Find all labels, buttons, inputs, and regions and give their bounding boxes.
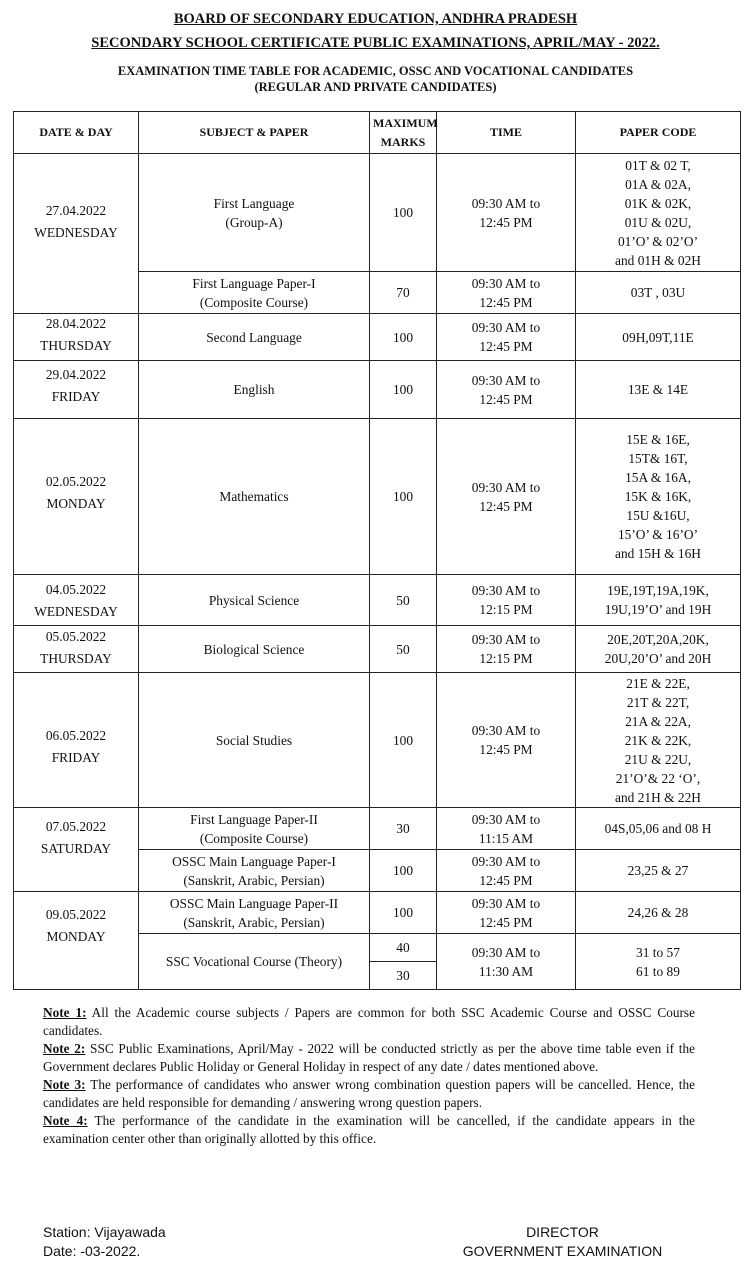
subject-line: (Group-A) (225, 214, 283, 230)
marks-value: 30 (396, 968, 410, 983)
timetable (13, 111, 741, 990)
subject-cell (139, 419, 370, 575)
paper-code-line: 01’O’ & 02’O’ (617, 233, 699, 249)
time-line: 12:45 PM (479, 339, 533, 354)
marks-value: 70 (396, 285, 410, 300)
timetable-subtitle (0, 63, 751, 95)
subject-cell (139, 850, 370, 892)
subject-line: Biological Science (203, 641, 305, 657)
exam-date: 29.04.2022 (45, 367, 107, 382)
exam-date: 05.05.2022 (45, 629, 107, 644)
paper-code-line: 31 to 57 (636, 944, 680, 960)
time-cell (437, 272, 576, 314)
paper-code-cell (576, 272, 741, 314)
exam-date: 28.04.2022 (45, 316, 107, 331)
marks-value: 50 (396, 592, 410, 608)
marks-cell (370, 419, 437, 575)
exam-day: SATURDAY (40, 841, 112, 856)
paper-code-line: 61 to 89 (636, 963, 680, 979)
time-line: 09:30 AM to (471, 723, 541, 738)
paper-code-line: 21A & 22A, (625, 713, 691, 729)
time-line: 09:30 AM to (471, 275, 541, 291)
paper-code-cell (576, 934, 741, 990)
marks-cell (370, 934, 437, 990)
subject-cell (139, 808, 370, 850)
paper-code-cell (576, 361, 741, 419)
board-title: BOARD OF SECONDARY EDUCATION, ANDHRA PRADESH (173, 11, 578, 27)
time-cell (437, 892, 576, 934)
subject-line: First Language Paper-II (190, 811, 318, 827)
header-date: DATE & DAY (14, 112, 139, 154)
subtitle-line-1: EXAMINATION TIME TABLE FOR ACADEMIC, OSSC AND VOCATIONAL CANDIDATES (117, 64, 634, 78)
paper-code-line: 19U,19’O’ and 19H (604, 602, 712, 617)
subject-cell (139, 314, 370, 361)
time-line: 09:30 AM to (471, 320, 541, 335)
paper-code-line: 15E & 16E, (626, 432, 690, 447)
date-line: Date: -03-2022. (43, 1243, 141, 1259)
note-text: All the Academic course subjects / Papers are common for both SSC Academic Course and OSSC Course candidates. (43, 1005, 696, 1038)
table-row (14, 314, 741, 361)
notes-section (43, 1004, 695, 1148)
subject-line: (Sanskrit, Arabic, Persian) (183, 872, 325, 888)
marks-cell (370, 626, 437, 673)
exam-day: MONDAY (46, 496, 106, 511)
paper-code-line: 15A & 16A, (625, 470, 691, 485)
paper-code-line: 20E,20T,20A,20K, (607, 632, 709, 647)
note-2 (43, 1040, 695, 1076)
subject-line: (Composite Course) (199, 830, 309, 846)
date-cell (14, 673, 139, 808)
paper-code-line: 13E & 14E (627, 382, 689, 397)
exam-day: FRIDAY (51, 389, 101, 404)
note-text: The performance of candidates who answer wrong combination question papers will be cancelled. Hence, the candidates are held responsible for demanding / answering wrong question papers. (43, 1077, 695, 1110)
paper-code-line: 03T , 03U (630, 285, 686, 300)
date-cell (14, 626, 139, 673)
marks-cell (370, 673, 437, 808)
time-line: 09:30 AM to (471, 632, 541, 647)
note-4 (43, 1112, 695, 1148)
subject-cell (139, 361, 370, 419)
time-line: 12:45 PM (479, 391, 533, 407)
date-cell (14, 892, 139, 990)
exam-day: WEDNESDAY (34, 604, 118, 619)
marks-value: 100 (392, 905, 414, 920)
exam-day: WEDNESDAY (34, 225, 118, 240)
table-row (14, 575, 741, 626)
time-line: 12:45 PM (479, 214, 533, 230)
paper-code-line: 24,26 & 28 (627, 905, 689, 920)
subject-line: First Language (213, 195, 295, 211)
time-line: 09:30 AM to (471, 583, 541, 598)
exam-day: THURSDAY (40, 338, 112, 353)
table-row (14, 361, 741, 419)
time-cell (437, 626, 576, 673)
paper-code-line: 21U & 22U, (624, 751, 692, 767)
paper-code-line: 19E,19T,19A,19K, (607, 583, 709, 598)
exam-date: 09.05.2022 (45, 907, 107, 922)
time-line: 11:15 AM (478, 830, 534, 846)
note-label: Note 2: (43, 1041, 86, 1056)
paper-code-line: 20U,20’O’ and 20H (604, 651, 712, 666)
subject-cell (139, 272, 370, 314)
paper-code-line: 15U &16U, (626, 508, 690, 523)
time-cell (437, 154, 576, 272)
subject-cell (139, 154, 370, 272)
time-cell (437, 575, 576, 626)
time-line: 09:30 AM to (471, 479, 541, 495)
exam-day: THURSDAY (40, 651, 112, 666)
paper-code-cell (576, 154, 741, 272)
time-line: 09:30 AM to (471, 372, 541, 388)
signatory-title: DIRECTOR (526, 1224, 599, 1240)
timetable-body (14, 154, 741, 990)
time-cell (437, 361, 576, 419)
subject-line: Physical Science (208, 592, 300, 608)
subject-line: English (233, 382, 275, 397)
time-cell (437, 934, 576, 990)
subject-line: OSSC Main Language Paper-I (172, 853, 336, 869)
subject-cell (139, 673, 370, 808)
note-text: SSC Public Examinations, April/May - 2022 will be conducted strictly as per the above time table even if the Government declares Public Holiday or General Holiday in respect of any date / dates mentioned above. (43, 1041, 695, 1074)
date-cell (14, 808, 139, 892)
subject-cell (139, 934, 370, 990)
marks-value: 100 (392, 382, 414, 397)
paper-code-line: 01U & 02U, (624, 214, 692, 230)
paper-code-line: 09H,09T,11E (622, 329, 694, 345)
paper-code-line: and 15H & 16H (615, 546, 701, 561)
subject-line: (Composite Course) (199, 294, 309, 310)
exam-date: 27.04.2022 (45, 203, 107, 218)
time-line: 12:45 PM (479, 742, 533, 757)
table-row (14, 808, 741, 850)
time-cell (437, 673, 576, 808)
date-cell (14, 419, 139, 575)
paper-code-cell (576, 850, 741, 892)
paper-code-line: 15’O’ & 16’O’ (617, 527, 699, 542)
exam-day: MONDAY (46, 929, 106, 944)
paper-code-line: 01A & 02A, (625, 176, 691, 192)
note-label: Note 4: (43, 1113, 88, 1128)
exam-date: 04.05.2022 (45, 582, 107, 597)
exam-date: 07.05.2022 (45, 819, 107, 834)
paper-code-line: 21’O’& 22 ‘O’, (615, 770, 701, 786)
subject-line: Social Studies (215, 732, 293, 748)
time-line: 12:15 PM (479, 651, 533, 666)
time-cell (437, 808, 576, 850)
note-3 (43, 1076, 695, 1112)
note-text: The performance of the candidate in the examination will be cancelled, if the candidate appears in the examination center other than originally allotted by this office. (43, 1113, 696, 1146)
marks-value: 100 (392, 732, 414, 748)
note-label: Note 3: (43, 1077, 86, 1092)
note-label: Note 1: (43, 1005, 87, 1020)
note-1 (43, 1004, 695, 1040)
subject-line: (Sanskrit, Arabic, Persian) (183, 914, 325, 930)
marks-cell (370, 361, 437, 419)
exam-date: 02.05.2022 (45, 474, 107, 489)
exam-date: 06.05.2022 (45, 728, 107, 743)
subject-cell (139, 575, 370, 626)
footer-left (43, 1223, 166, 1261)
signatory-office: GOVERNMENT EXAMINATION (462, 1243, 663, 1259)
paper-code-line: 01T & 02 T, (625, 157, 691, 173)
paper-code-cell (576, 419, 741, 575)
time-line: 09:30 AM to (471, 811, 541, 827)
subject-cell (139, 626, 370, 673)
header-time: TIME (437, 112, 576, 154)
marks-cell (370, 314, 437, 361)
paper-code-cell (576, 808, 741, 850)
footer-right (440, 1223, 685, 1261)
paper-code-line: 15K & 16K, (624, 489, 692, 504)
table-row (14, 419, 741, 575)
paper-code-line: 21E & 22E, (626, 675, 690, 691)
table-row (14, 892, 741, 934)
paper-code-line: 21K & 22K, (624, 732, 692, 748)
table-row (14, 626, 741, 673)
paper-code-line: 15T& 16T, (628, 451, 688, 466)
subject-line: OSSC Main Language Paper-II (169, 895, 339, 911)
time-line: 12:45 PM (479, 914, 533, 930)
marks-value: 40 (370, 934, 436, 962)
time-cell (437, 314, 576, 361)
date-cell (14, 361, 139, 419)
time-line: 12:15 PM (479, 602, 533, 617)
paper-code-line: and 01H & 02H (615, 252, 701, 268)
marks-value: 50 (396, 641, 410, 657)
time-line: 09:30 AM to (471, 944, 541, 960)
paper-code-line: 01K & 02K, (624, 195, 692, 211)
time-cell (437, 419, 576, 575)
paper-code-line: 21T & 22T, (626, 694, 690, 710)
subject-cell (139, 892, 370, 934)
paper-code-cell (576, 314, 741, 361)
paper-code-cell (576, 673, 741, 808)
marks-cell (370, 850, 437, 892)
subject-line: Mathematics (219, 489, 289, 504)
time-cell (437, 850, 576, 892)
marks-cell (370, 575, 437, 626)
time-line: 11:30 AM (478, 963, 534, 979)
paper-code-cell (576, 575, 741, 626)
subtitle-line-2: (REGULAR AND PRIVATE CANDIDATES) (254, 80, 497, 94)
header-code: PAPER CODE (576, 112, 741, 154)
header-subject: SUBJECT & PAPER (139, 112, 370, 154)
date-cell (14, 314, 139, 361)
paper-code-cell (576, 892, 741, 934)
header-marks: MAXIMUM MARKS (370, 112, 437, 154)
marks-cell (370, 272, 437, 314)
marks-cell (370, 154, 437, 272)
paper-code-line: 04S,05,06 and 08 H (604, 821, 712, 836)
marks-cell (370, 808, 437, 850)
marks-cell (370, 892, 437, 934)
date-cell (14, 575, 139, 626)
paper-code-line: and 21H & 22H (615, 789, 701, 805)
paper-code-line: 23,25 & 27 (627, 863, 689, 878)
subject-line: First Language Paper-I (192, 275, 316, 291)
marks-value: 100 (392, 489, 414, 504)
marks-value: 30 (396, 821, 410, 836)
time-line: 09:30 AM to (471, 895, 541, 911)
table-row (14, 673, 741, 808)
time-line: 09:30 AM to (471, 195, 541, 211)
time-line: 12:45 PM (479, 872, 533, 888)
exam-day: FRIDAY (51, 750, 101, 765)
exam-title: SECONDARY SCHOOL CERTIFICATE PUBLIC EXAMINATIONS, APRIL/MAY - 2022. (91, 35, 660, 51)
marks-value: 100 (392, 205, 414, 220)
paper-code-cell (576, 626, 741, 673)
time-line: 12:45 PM (479, 294, 533, 310)
subject-line: Second Language (206, 329, 302, 345)
subject-line: SSC Vocational Course (Theory) (165, 954, 343, 969)
date-cell (14, 154, 139, 314)
time-line: 09:30 AM to (471, 853, 541, 869)
station: Station: Vijayawada (43, 1224, 166, 1240)
table-row (14, 154, 741, 272)
marks-value: 100 (392, 863, 414, 878)
time-line: 12:45 PM (479, 498, 533, 514)
marks-value: 100 (392, 329, 414, 345)
